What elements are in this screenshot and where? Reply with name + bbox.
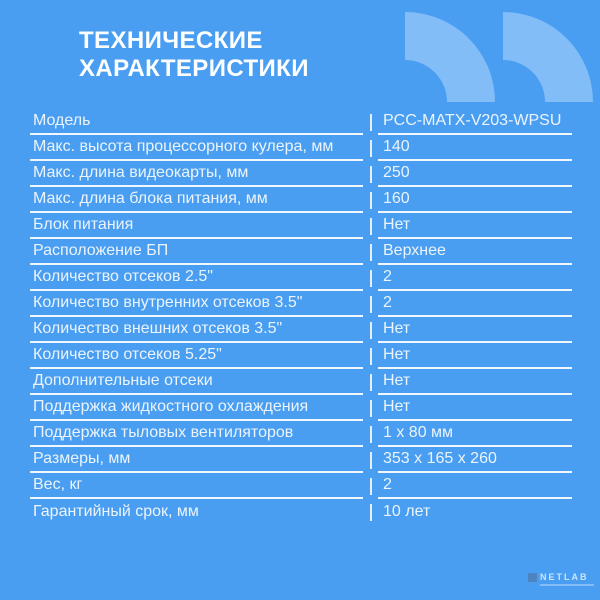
table-row [30, 109, 572, 135]
spec-label: Макс. длина блока питания, мм [30, 187, 363, 213]
table-row [30, 161, 572, 187]
spec-value: Нет [378, 317, 572, 343]
netlab-logo-tagline [540, 584, 594, 586]
spec-label: Дополнительные отсеки [30, 369, 363, 395]
column-separator [363, 317, 378, 343]
spec-value: 353 x 165 x 260 [378, 447, 572, 473]
table-row [30, 343, 572, 369]
column-separator [363, 291, 378, 317]
separator-bar [370, 244, 372, 261]
separator-bar [370, 426, 372, 443]
spec-value: 1 x 80 мм [378, 421, 572, 447]
column-separator [363, 265, 378, 291]
separator-bar [370, 400, 372, 417]
netlab-logo-square-icon [528, 573, 537, 582]
spec-value: Нет [378, 213, 572, 239]
column-separator [363, 187, 378, 213]
separator-bar [370, 296, 372, 313]
spec-label: Поддержка тыловых вентиляторов [30, 421, 363, 447]
spec-value: 160 [378, 187, 572, 213]
column-separator [363, 395, 378, 421]
column-separator [363, 109, 378, 135]
table-row [30, 265, 572, 291]
spec-value: 140 [378, 135, 572, 161]
spec-value: PCC-MATX-V203-WPSU [378, 109, 572, 135]
table-row [30, 421, 572, 447]
column-separator [363, 499, 378, 525]
spec-value: 2 [378, 265, 572, 291]
table-row [30, 369, 572, 395]
netlab-logo [528, 573, 596, 586]
spec-label: Размеры, мм [30, 447, 363, 473]
separator-bar [370, 322, 372, 339]
spec-value: 2 [378, 473, 572, 499]
page-title-line1: ТЕХНИЧЕСКИЕ [79, 27, 263, 54]
column-separator [363, 161, 378, 187]
separator-bar [370, 452, 372, 469]
column-separator [363, 343, 378, 369]
table-row [30, 213, 572, 239]
spec-label: Макс. длина видеокарты, мм [30, 161, 363, 187]
separator-bar [370, 218, 372, 235]
table-row [30, 499, 572, 525]
table-row [30, 291, 572, 317]
spec-table [30, 109, 572, 525]
spec-label: Вес, кг [30, 473, 363, 499]
spec-label: Модель [30, 109, 363, 135]
table-row [30, 135, 572, 161]
spec-value: Верхнее [378, 239, 572, 265]
table-row [30, 395, 572, 421]
column-separator [363, 421, 378, 447]
separator-bar [370, 504, 372, 521]
separator-bar [370, 348, 372, 365]
spec-label: Макс. высота процессорного кулера, мм [30, 135, 363, 161]
page-title-line2: ХАРАКТЕРИСТИКИ [79, 55, 309, 82]
spec-label: Количество внешних отсеков 3.5" [30, 317, 363, 343]
separator-bar [370, 114, 372, 131]
table-row [30, 317, 572, 343]
spec-label: Количество отсеков 5.25" [30, 343, 363, 369]
table-row [30, 187, 572, 213]
column-separator [363, 239, 378, 265]
spec-value: Нет [378, 395, 572, 421]
spec-label: Расположение БП [30, 239, 363, 265]
page-title [79, 27, 309, 83]
spec-value: 10 лет [383, 503, 431, 520]
spec-label: Количество внутренних отсеков 3.5" [30, 291, 363, 317]
spec-value: Нет [378, 343, 572, 369]
spec-label: Поддержка жидкостного охлаждения [30, 395, 363, 421]
separator-bar [370, 374, 372, 391]
column-separator [363, 447, 378, 473]
spec-value: 2 [378, 291, 572, 317]
table-row [30, 239, 572, 265]
column-separator [363, 213, 378, 239]
column-separator [363, 369, 378, 395]
separator-bar [370, 270, 372, 287]
table-row [30, 447, 572, 473]
table-row [30, 473, 572, 499]
separator-bar [370, 478, 372, 495]
column-separator [363, 135, 378, 161]
netlab-logo-text: NETLAB [540, 572, 589, 582]
column-separator [363, 473, 378, 499]
spec-value: Нет [378, 369, 572, 395]
quote-marks-icon [404, 11, 600, 103]
separator-bar [370, 140, 372, 157]
separator-bar [370, 166, 372, 183]
separator-bar [370, 192, 372, 209]
spec-label: Количество отсеков 2.5" [30, 265, 363, 291]
spec-label: Блок питания [30, 213, 363, 239]
spec-value: 250 [378, 161, 572, 187]
spec-label: Гарантийный срок, мм [33, 503, 199, 520]
